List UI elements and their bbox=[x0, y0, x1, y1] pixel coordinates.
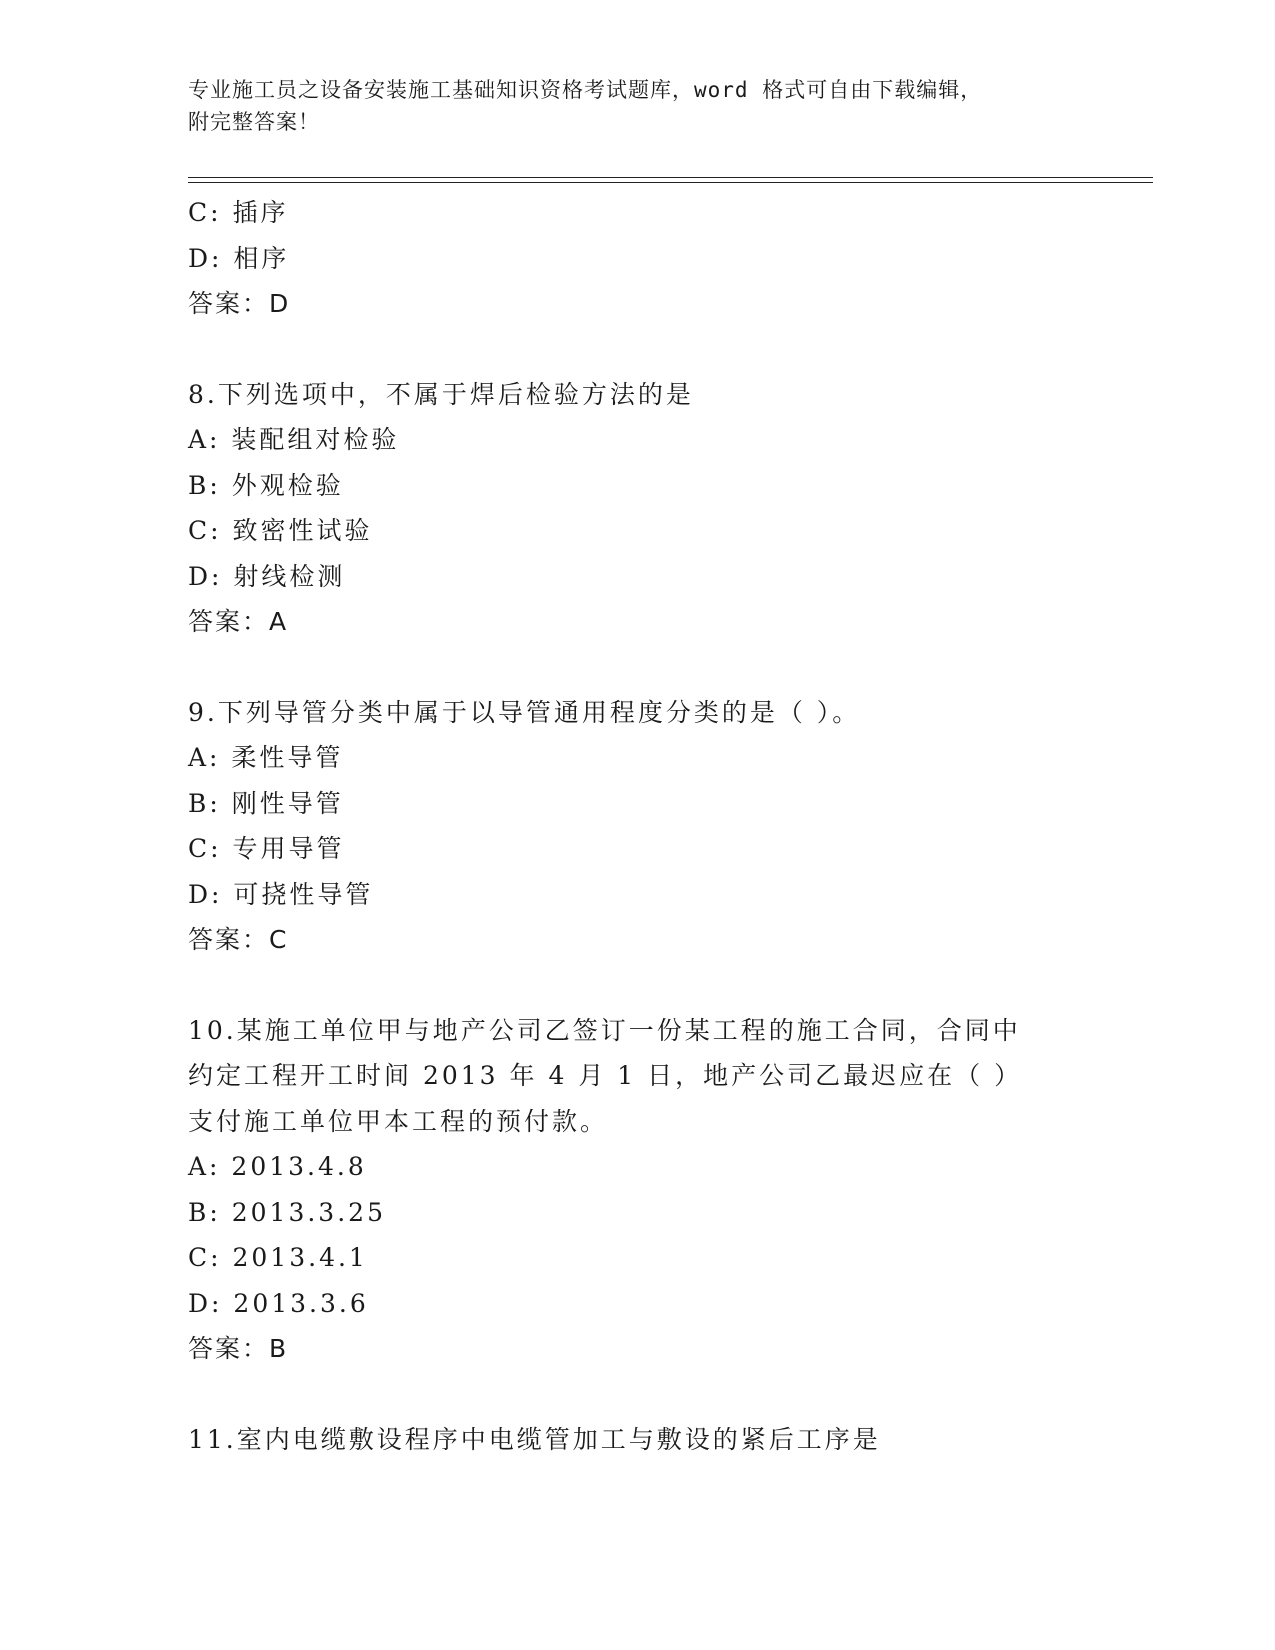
option-a: A: 装配组对检验 bbox=[188, 425, 400, 454]
question-text: 8.下列选项中，不属于焊后检验方法的是 bbox=[188, 379, 694, 409]
option-d: D: 相序 bbox=[188, 243, 290, 273]
answer-line: 答案：C bbox=[188, 925, 289, 954]
question-10 bbox=[188, 1008, 1088, 1372]
header-line-2: 附完整答案！ bbox=[188, 110, 320, 134]
answer-line: 答案：A bbox=[188, 607, 289, 636]
document-header bbox=[188, 74, 1068, 138]
option-b: B: 外观检验 bbox=[188, 470, 344, 500]
question-text: 10.某施工单位甲与地产公司乙签订一份某工程的施工合同，合同中约定工程开工时间 2013 年 4 月 1 日，地产公司乙最迟应在（ ）支付施工单位甲本工程的预付款。 bbox=[188, 1015, 1023, 1136]
option-d: D: 可挠性导管 bbox=[188, 879, 374, 909]
header-divider-top bbox=[188, 177, 1153, 178]
option-d: D: 2013.3.6 bbox=[188, 1288, 369, 1318]
question-8 bbox=[188, 372, 1088, 645]
option-c: C: 插序 bbox=[188, 198, 289, 227]
option-a: A: 柔性导管 bbox=[188, 743, 344, 772]
question-11 bbox=[188, 1417, 1088, 1463]
option-b: B: 2013.3.25 bbox=[188, 1197, 386, 1227]
header-line-1: 专业施工员之设备安装施工基础知识资格考试题库，word 格式可自由下载编辑， bbox=[188, 78, 983, 102]
option-c: C: 专用导管 bbox=[188, 834, 345, 863]
answer-line: 答案：B bbox=[188, 1334, 289, 1363]
answer-line: 答案：D bbox=[188, 289, 291, 318]
question-9 bbox=[188, 690, 1088, 963]
continued-question bbox=[188, 190, 1088, 327]
header-divider-bottom bbox=[188, 182, 1153, 183]
option-b: B: 刚性导管 bbox=[188, 788, 344, 818]
question-list bbox=[188, 190, 1088, 1462]
option-a: A: 2013.4.8 bbox=[188, 1152, 367, 1181]
question-text: 9.下列导管分类中属于以导管通用程度分类的是（ ）。 bbox=[188, 697, 861, 727]
question-text: 11.室内电缆敷设程序中电缆管加工与敷设的紧后工序是 bbox=[188, 1424, 881, 1454]
option-c: C: 致密性试验 bbox=[188, 516, 373, 545]
option-c: C: 2013.4.1 bbox=[188, 1243, 368, 1272]
option-d: D: 射线检测 bbox=[188, 561, 346, 591]
